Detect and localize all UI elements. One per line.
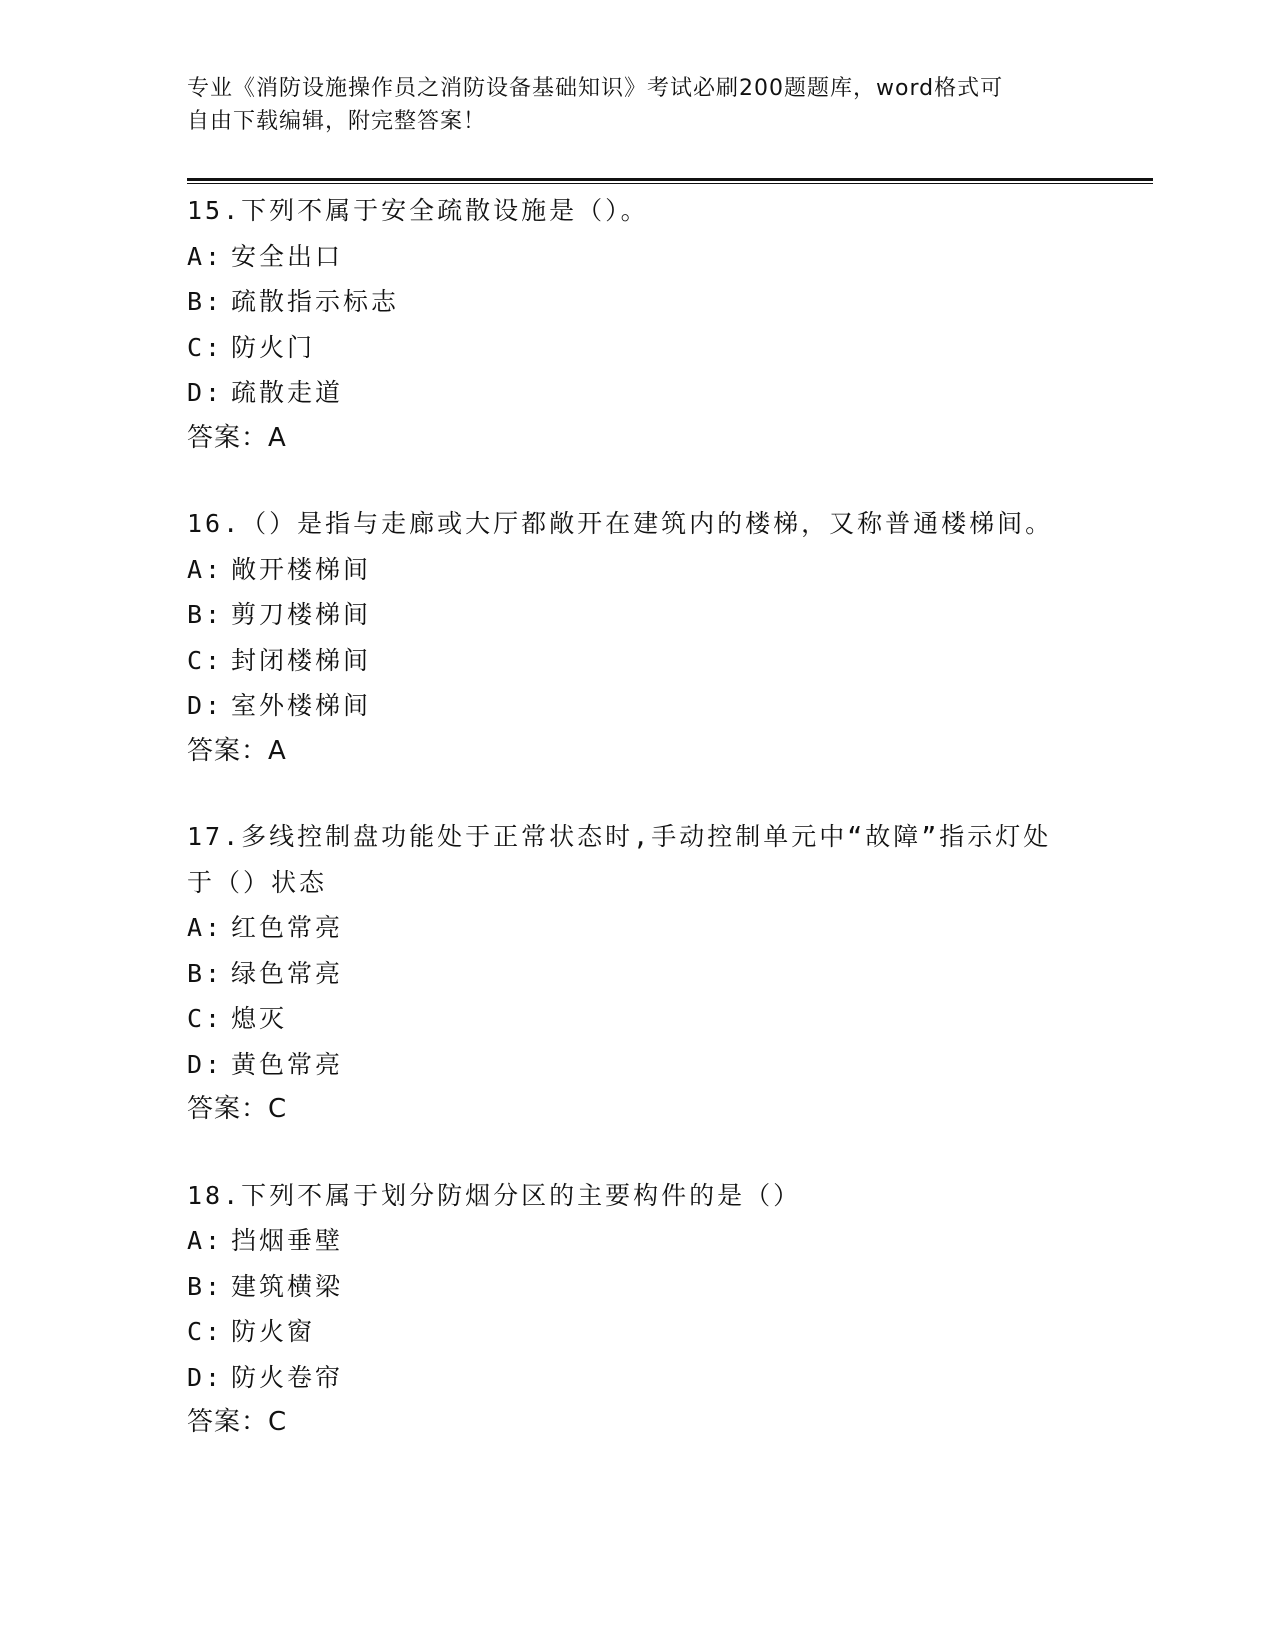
option-text: 黄色常亮: [231, 1049, 344, 1079]
header-title-line-1: 专业《消防设施操作员之消防设备基础知识》考试必刷200题题库，word格式可: [187, 76, 1004, 101]
option-text: 疏散指示标志: [231, 287, 400, 316]
option-key: C:: [187, 1317, 224, 1346]
option-c: [187, 1309, 1153, 1355]
option-c: [187, 996, 1153, 1042]
question-16: [187, 501, 1153, 774]
option-text: 绿色常亮: [231, 958, 344, 988]
option-key: C:: [187, 1004, 224, 1033]
option-c: [187, 325, 1153, 371]
question-17: [187, 814, 1153, 1133]
header-divider-thick: [187, 178, 1153, 181]
option-text: 剪刀楼梯间: [231, 600, 372, 629]
option-b: [187, 951, 1153, 997]
option-a: [187, 234, 1153, 280]
question-list: [187, 188, 1153, 1486]
option-key: D:: [187, 1362, 224, 1392]
option-key: A:: [187, 1226, 224, 1255]
question-stem: 18.下列不属于划分防烟分区的主要构件的是（）: [187, 1180, 802, 1210]
option-text: 防火门: [231, 332, 316, 362]
question-stem: 16.（）是指与走廊或大厅都敞开在建筑内的楼梯，又称普通楼梯间。: [187, 509, 1054, 538]
question-15: [187, 188, 1153, 461]
question-stem: 15.下列不属于安全疏散设施是（）。: [187, 196, 649, 225]
option-key: D:: [187, 378, 224, 407]
option-text: 红色常亮: [231, 913, 344, 942]
option-text: 疏散走道: [231, 378, 344, 407]
option-key: A:: [187, 241, 224, 271]
question-stem: 17.多线控制盘功能处于正常状态时,手动控制单元中“故障”指示灯处于（）状态: [187, 822, 1052, 897]
option-text: 防火卷帘: [231, 1362, 344, 1392]
option-d: [187, 1355, 1153, 1401]
answer-line: 答案：C: [187, 1407, 288, 1437]
answer-line: 答案：A: [187, 422, 287, 453]
document-header: [187, 72, 1087, 138]
option-text: 防火窗: [231, 1317, 316, 1346]
option-key: A:: [187, 554, 224, 584]
option-text: 室外楼梯间: [231, 691, 372, 720]
option-a: [187, 1218, 1153, 1264]
option-a: [187, 547, 1153, 593]
option-text: 挡烟垂壁: [231, 1226, 344, 1255]
option-text: 封闭楼梯间: [231, 645, 372, 675]
option-text: 熄灭: [231, 1004, 288, 1033]
answer-line: 答案：A: [187, 735, 287, 766]
option-d: [187, 683, 1153, 729]
option-d: [187, 370, 1153, 416]
question-18: [187, 1173, 1153, 1446]
option-key: C:: [187, 645, 224, 675]
option-key: C:: [187, 332, 224, 362]
option-key: B:: [187, 1271, 224, 1301]
option-b: [187, 592, 1153, 638]
option-text: 建筑横梁: [231, 1271, 344, 1301]
option-key: D:: [187, 691, 224, 720]
option-key: B:: [187, 287, 224, 316]
option-text: 敞开楼梯间: [231, 554, 372, 584]
option-b: [187, 1264, 1153, 1310]
header-divider-thin: [187, 183, 1153, 184]
option-c: [187, 638, 1153, 684]
option-b: [187, 279, 1153, 325]
answer-line: 答案：C: [187, 1094, 288, 1124]
option-text: 安全出口: [231, 241, 344, 271]
option-a: [187, 905, 1153, 951]
option-d: [187, 1042, 1153, 1088]
option-key: B:: [187, 958, 224, 988]
option-key: D:: [187, 1049, 224, 1079]
option-key: B:: [187, 600, 224, 629]
option-key: A:: [187, 913, 224, 942]
header-title-line-2: 自由下载编辑，附完整答案！: [187, 109, 487, 134]
